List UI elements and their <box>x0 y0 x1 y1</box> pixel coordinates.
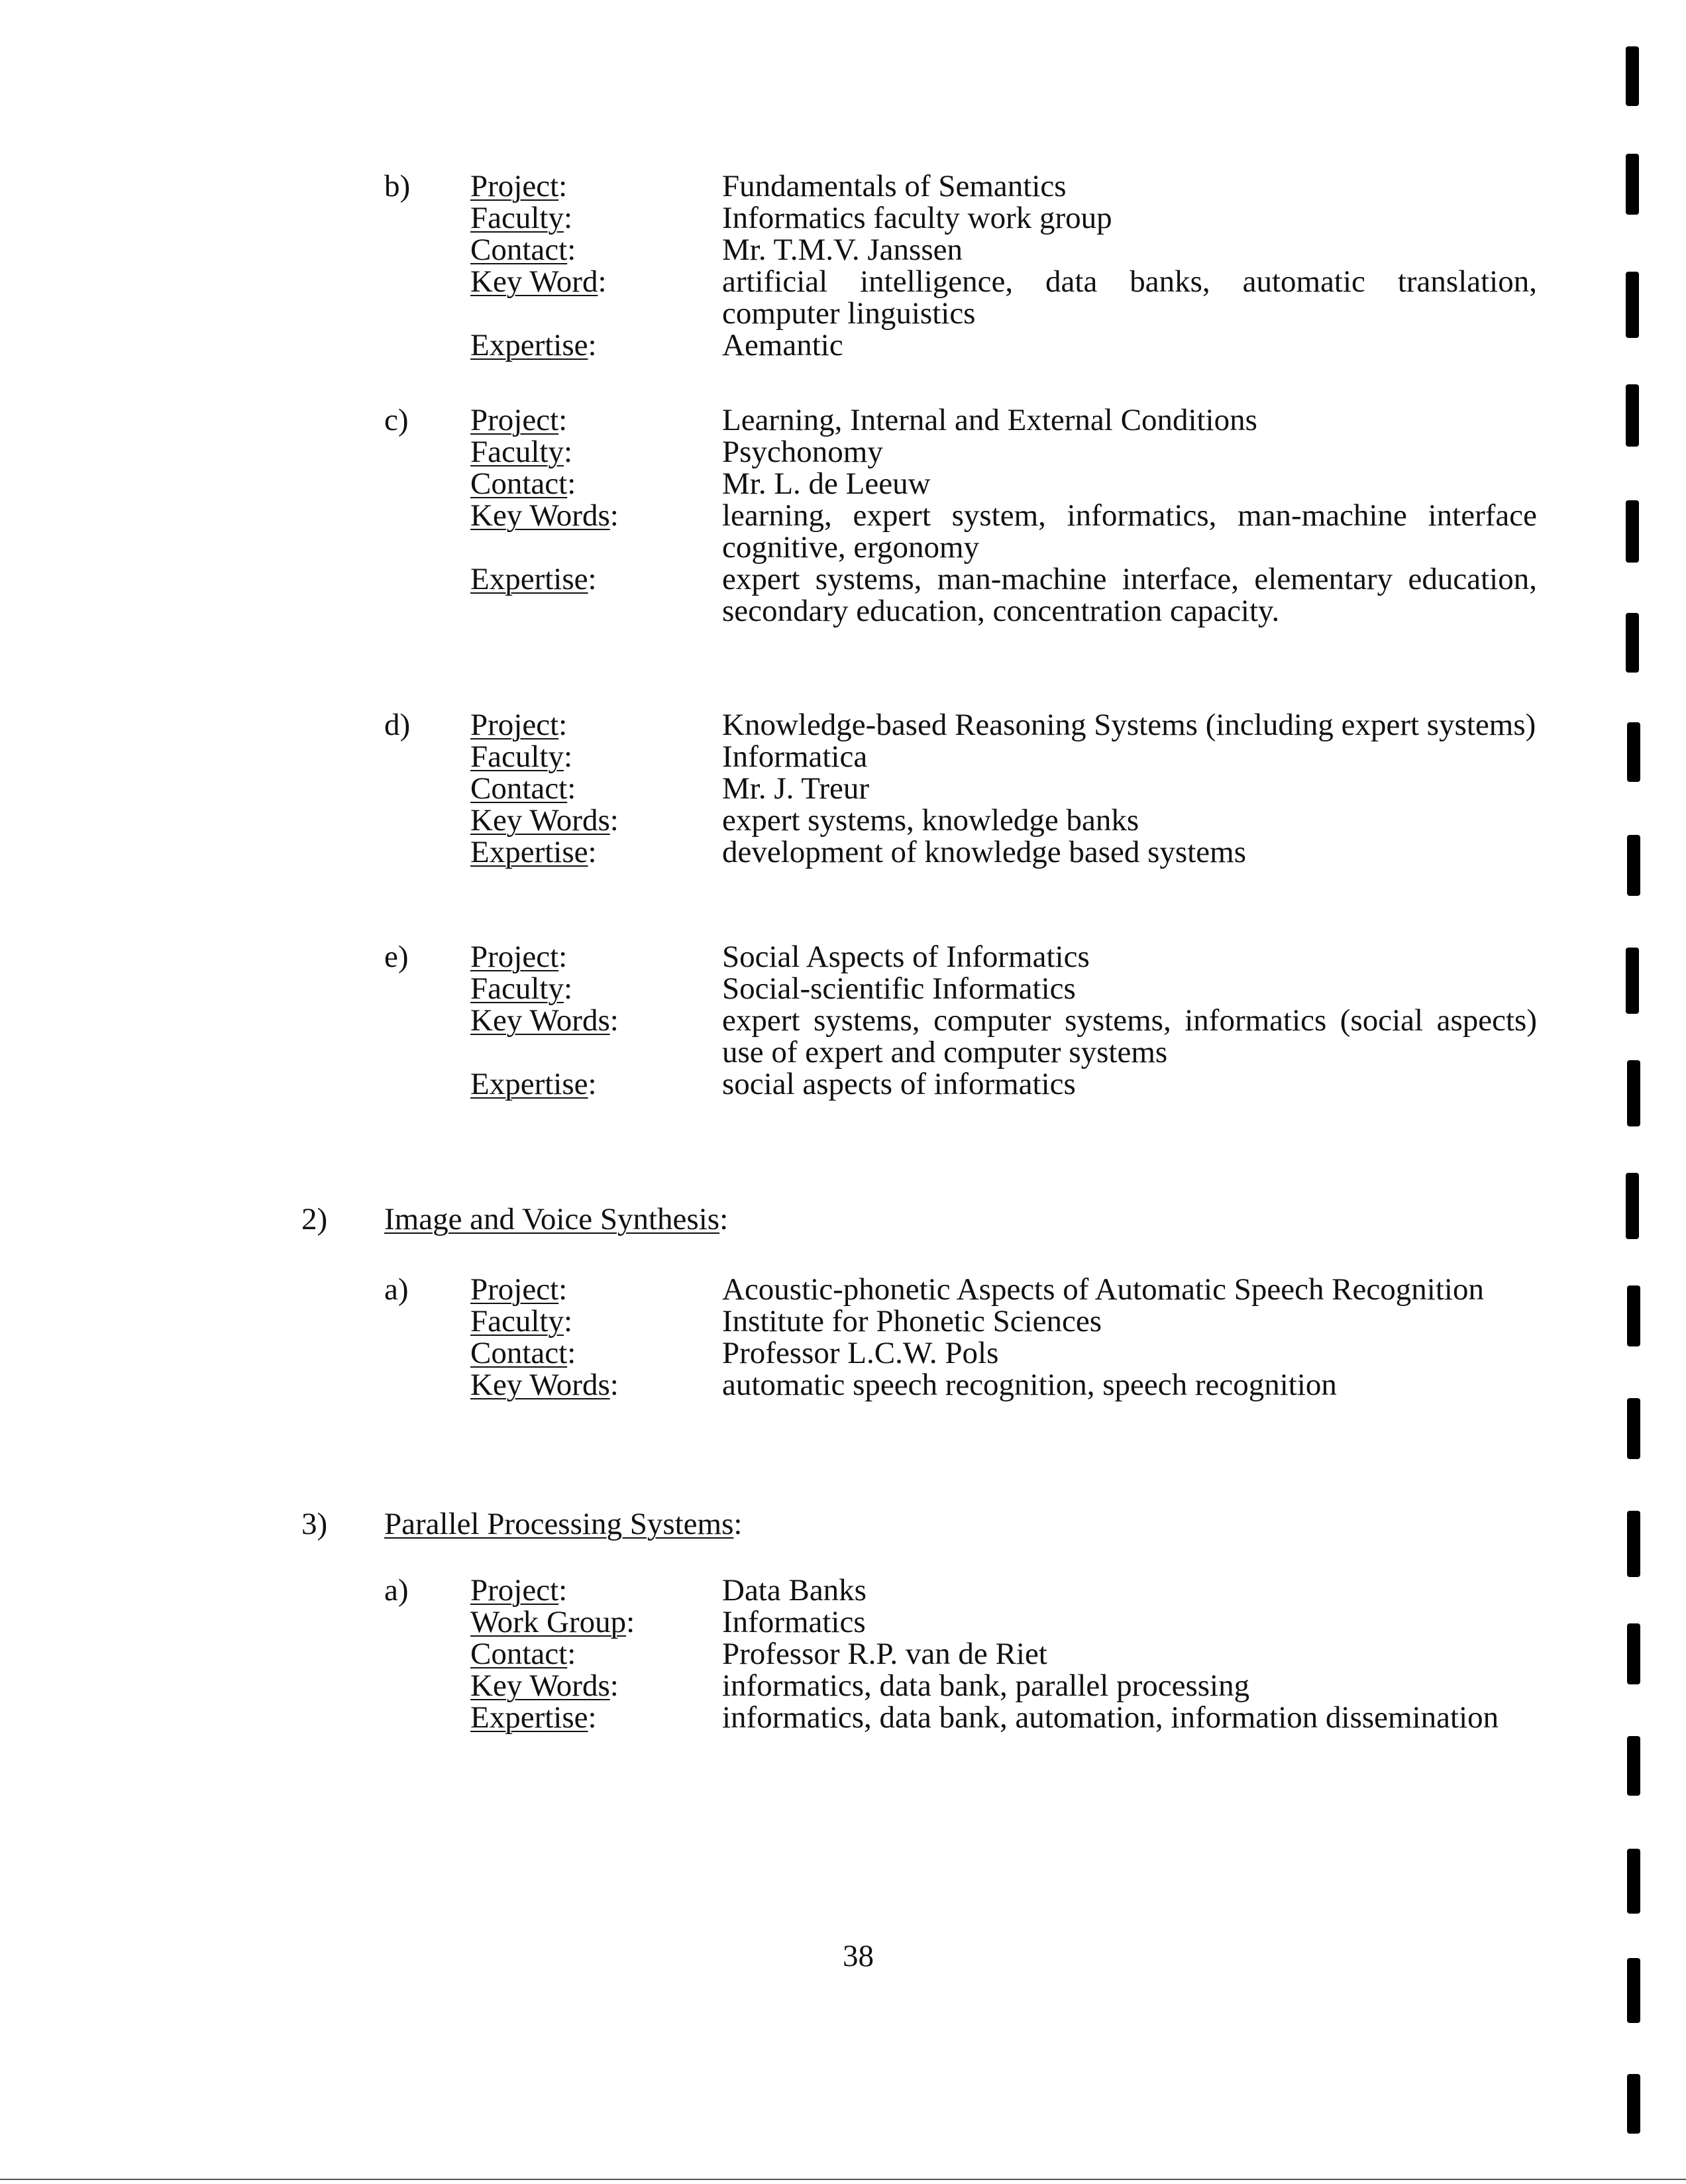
field-key-word: Key Word: artificial intelligence, data banks, automatic translation, computer linguistics <box>470 264 1537 331</box>
field-key-words: Key Words: expert systems, computer systems, informatics (social aspects) use of expert and computer systems <box>470 1003 1537 1069</box>
field-label: Project <box>470 708 559 742</box>
field-project: Project: Social Aspects of Informatics <box>470 941 1537 973</box>
field-value: Fundamentals of Semantics <box>722 169 1067 203</box>
field-value: Mr. J. Treur <box>722 771 870 806</box>
binding-mark <box>1627 722 1640 782</box>
field-value: Mr. T.M.V. Janssen <box>722 233 963 267</box>
field-project: Project: Knowledge-based Reasoning Systems (including expert systems) <box>470 708 1536 742</box>
field-label: Expertise <box>470 835 588 869</box>
binding-mark <box>1626 384 1639 447</box>
field-label: Work Group <box>470 1605 627 1639</box>
field-expertise: Expertise: development of knowledge based systems <box>470 836 1537 868</box>
field-value: Professor R.P. van de Riet <box>722 1637 1047 1671</box>
field-value: Professor L.C.W. Pols <box>722 1336 999 1370</box>
binding-mark <box>1626 613 1639 673</box>
entry-fields <box>470 404 1537 627</box>
entry-letter: a) <box>384 1573 409 1608</box>
field-label: Expertise <box>470 328 588 362</box>
binding-mark <box>1626 500 1639 563</box>
field-project: Project: Learning, Internal and External Conditions <box>470 404 1537 436</box>
binding-mark <box>1626 272 1639 338</box>
binding-mark <box>1627 1736 1640 1796</box>
section-number: 2) <box>301 1202 328 1236</box>
binding-mark <box>1626 1173 1639 1239</box>
field-label: Project <box>470 1272 559 1307</box>
field-expertise: Expertise: social aspects of informatics <box>470 1068 1537 1100</box>
entry-fields <box>470 941 1537 1100</box>
field-value: learning, expert system, informatics, man-machine interface cognitive, ergonomy <box>722 498 1537 565</box>
field-value: Learning, Internal and External Conditions <box>722 403 1257 437</box>
section-title: Parallel Processing Systems: <box>384 1507 743 1541</box>
field-label: Key Words <box>470 498 610 533</box>
page-number: 38 <box>843 1939 874 1973</box>
field-label: Expertise <box>470 1700 588 1735</box>
field-value: Mr. L. de Leeuw <box>722 466 931 501</box>
field-faculty: Faculty: Informatics faculty work group <box>470 202 1537 234</box>
binding-mark <box>1627 1511 1640 1577</box>
field-key-words: Key Words: automatic speech recognition, speech recognition <box>470 1369 1537 1401</box>
field-value: expert systems, computer systems, informatics (social aspects) use of expert and computer systems <box>722 1003 1537 1069</box>
field-value: informatics, data bank, parallel processing <box>722 1668 1250 1703</box>
field-contact: Contact: Mr. T.M.V. Janssen <box>470 234 1537 266</box>
field-faculty: Faculty: Informatica <box>470 741 1537 773</box>
field-label: Contact <box>470 466 568 501</box>
field-faculty: Faculty: Psychonomy <box>470 436 1537 468</box>
field-label: Expertise <box>470 1067 588 1101</box>
field-value: Institute for Phonetic Sciences <box>722 1304 1102 1338</box>
entry-letter: e) <box>384 940 409 974</box>
binding-mark <box>1627 1623 1640 1684</box>
field-expertise: Expertise: Aemantic <box>470 329 1537 361</box>
field-value: informatics, data bank, automation, information dissemination <box>722 1700 1499 1735</box>
field-label: Contact <box>470 1637 568 1671</box>
field-value: Data Banks <box>722 1573 867 1608</box>
field-value: Informatics <box>722 1605 866 1639</box>
field-label: Contact <box>470 1336 568 1370</box>
binding-mark <box>1627 835 1640 896</box>
field-value: Informatics faculty work group <box>722 201 1112 235</box>
binding-mark <box>1627 1849 1640 1914</box>
binding-mark <box>1626 154 1639 215</box>
field-contact: Contact: Professor R.P. van de Riet <box>470 1638 1537 1670</box>
field-label: Faculty <box>470 971 564 1006</box>
scan-edge-line <box>0 2179 1686 2180</box>
field-label: Key Words <box>470 1368 610 1402</box>
section-title: Image and Voice Synthesis: <box>384 1202 729 1236</box>
field-expertise: Expertise: informatics, data bank, automation, information dissemination <box>470 1702 1537 1733</box>
entry-letter: a) <box>384 1272 409 1307</box>
field-value: Acoustic-phonetic Aspects of Automatic Speech Recognition <box>722 1272 1484 1307</box>
binding-mark <box>1626 46 1639 106</box>
field-label: Faculty <box>470 435 564 469</box>
entry-letter: b) <box>384 169 411 203</box>
field-label: Faculty <box>470 201 564 235</box>
field-value: automatic speech recognition, speech recognition <box>722 1368 1337 1402</box>
field-label: Expertise <box>470 562 588 596</box>
field-key-words: Key Words: expert systems, knowledge banks <box>470 804 1537 836</box>
field-label: Key Words <box>470 803 610 838</box>
field-label: Faculty <box>470 1304 564 1338</box>
entry-letter: d) <box>384 708 411 742</box>
field-value: artificial intelligence, data banks, automatic translation, computer linguistics <box>722 264 1537 331</box>
field-label: Faculty <box>470 739 564 774</box>
field-label: Key Words <box>470 1668 610 1703</box>
field-project: Project: Fundamentals of Semantics <box>470 170 1537 202</box>
field-value: Social Aspects of Informatics <box>722 940 1090 974</box>
field-label: Contact <box>470 771 568 806</box>
binding-mark <box>1627 1285 1640 1346</box>
field-value: Knowledge-based Reasoning Systems (including expert systems) <box>722 708 1536 742</box>
field-label: Project <box>470 1573 559 1608</box>
entry-fields <box>470 170 1537 361</box>
field-value: Aemantic <box>722 328 843 362</box>
field-value: social aspects of informatics <box>722 1067 1076 1101</box>
field-value: Informatica <box>722 739 868 774</box>
section-number: 3) <box>301 1507 328 1541</box>
field-value: expert systems, man-machine interface, elementary education, secondary education, concentration capacity. <box>722 562 1537 628</box>
entry-fields <box>470 1574 1537 1733</box>
field-value: Social-scientific Informatics <box>722 971 1076 1006</box>
field-value: Psychonomy <box>722 435 883 469</box>
entry-fields <box>470 709 1537 868</box>
field-project: Project: Acoustic-phonetic Aspects of Automatic Speech Recognition <box>470 1274 1537 1305</box>
field-label: Project <box>470 940 559 974</box>
binding-mark <box>1627 1958 1640 2023</box>
binding-mark <box>1627 2074 1640 2134</box>
binding-mark <box>1627 1060 1640 1126</box>
field-contact: Contact: Professor L.C.W. Pols <box>470 1337 1537 1369</box>
entry-fields <box>470 1274 1537 1401</box>
field-key-words: Key Words: learning, expert system, informatics, man-machine interface cognitive, ergonomy <box>470 498 1537 565</box>
binding-mark <box>1626 948 1639 1014</box>
field-label: Contact <box>470 233 568 267</box>
field-faculty: Faculty: Institute for Phonetic Sciences <box>470 1305 1537 1337</box>
field-value: expert systems, knowledge banks <box>722 803 1139 838</box>
field-project: Project: Data Banks <box>470 1574 1537 1606</box>
field-label: Key Words <box>470 1003 610 1038</box>
entry-letter: c) <box>384 403 409 437</box>
field-contact: Contact: Mr. J. Treur <box>470 773 1537 804</box>
field-label: Key Word <box>470 264 598 299</box>
field-value: development of knowledge based systems <box>722 835 1246 869</box>
field-faculty: Faculty: Social-scientific Informatics <box>470 973 1537 1005</box>
binding-mark <box>1627 1398 1640 1459</box>
field-label: Project <box>470 169 559 203</box>
binding-marks <box>1616 0 1656 2184</box>
field-work-group: Work Group: Informatics <box>470 1606 1537 1638</box>
field-key-words: Key Words: informatics, data bank, parallel processing <box>470 1670 1537 1702</box>
field-label: Project <box>470 403 559 437</box>
field-contact: Contact: Mr. L. de Leeuw <box>470 468 1537 500</box>
field-expertise: Expertise: expert systems, man-machine interface, elementary education, secondary education, concentration capacity. <box>470 562 1537 628</box>
